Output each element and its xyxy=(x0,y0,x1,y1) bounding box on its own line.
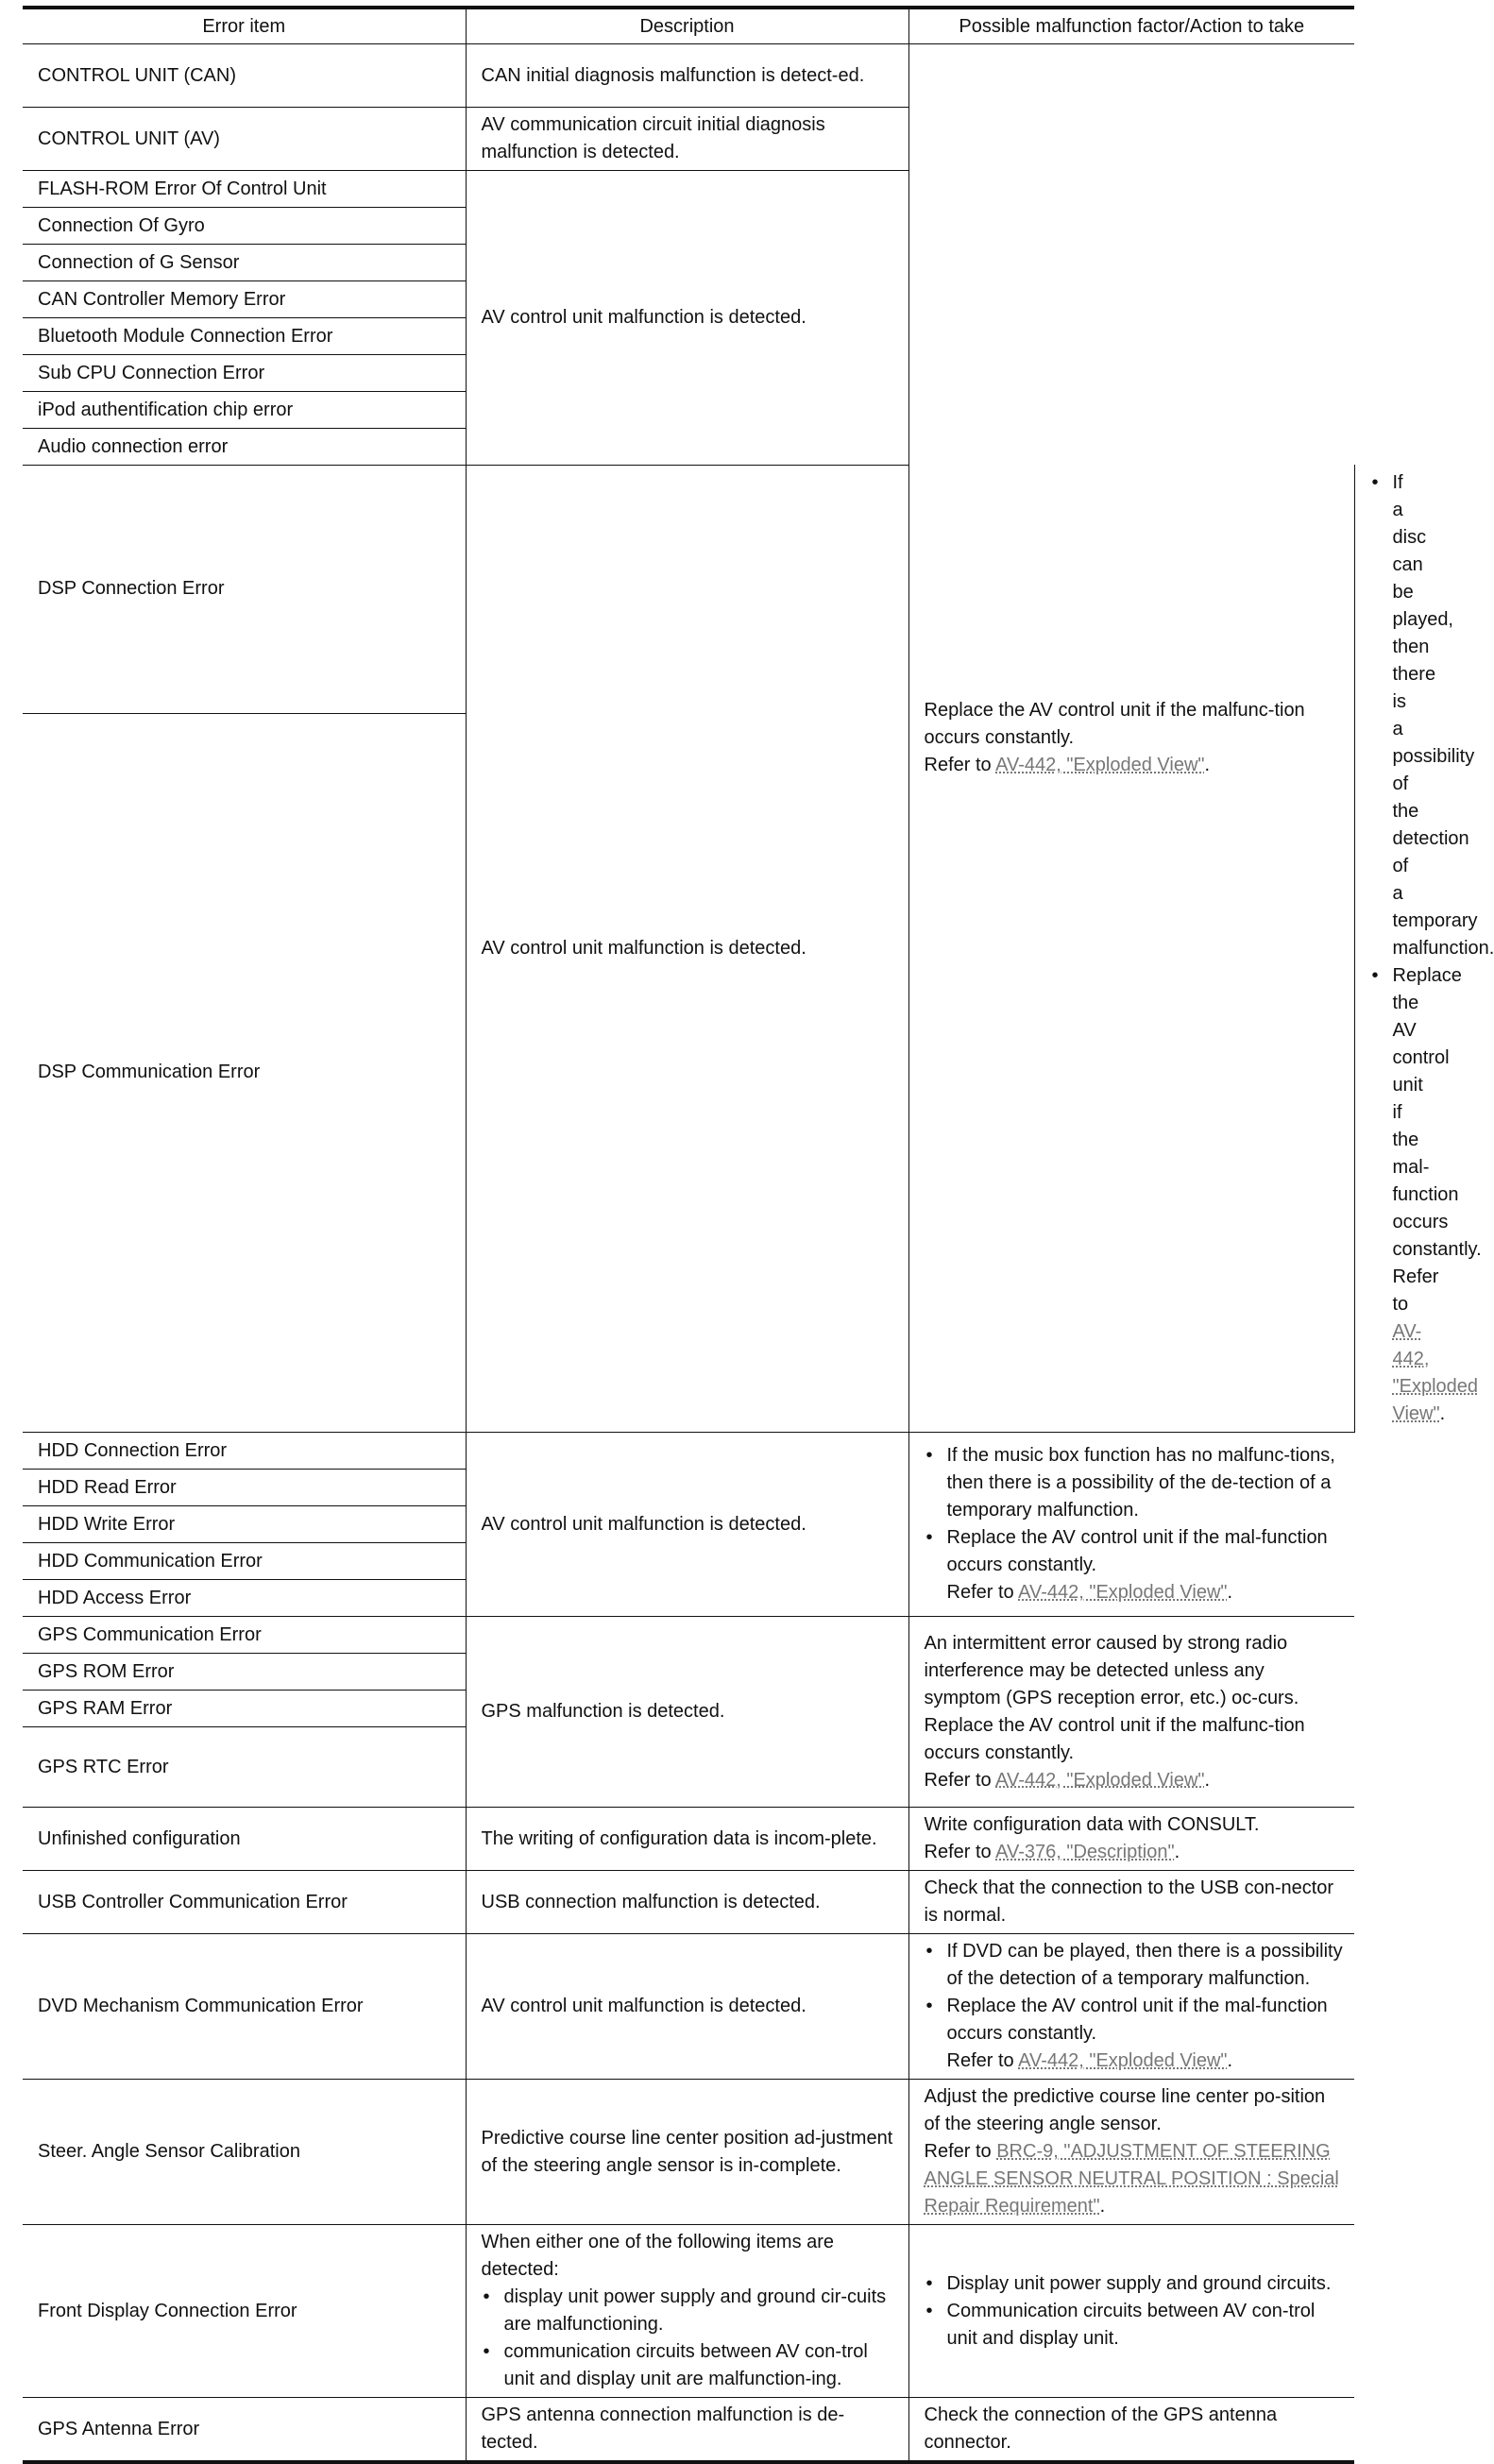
action-cell: Check that the connection to the USB con-nector is normal. xyxy=(908,1871,1354,1934)
header-error-item: Error item xyxy=(23,8,466,44)
description: AV control unit malfunction is detected. xyxy=(466,466,908,1433)
description: AV communication circuit initial diagnosis malfunction is detected. xyxy=(466,108,908,171)
period: . xyxy=(1204,755,1211,775)
action-bullet xyxy=(925,1993,1346,2075)
refer-label: Refer to xyxy=(924,2141,992,2162)
refer-label: Refer to xyxy=(924,755,992,775)
period: . xyxy=(1099,2196,1106,2217)
table-row xyxy=(23,1433,1354,1470)
error-item: HDD Connection Error xyxy=(23,1433,466,1470)
table-row xyxy=(23,44,1354,108)
error-item: Unfinished configuration xyxy=(23,1808,466,1871)
refer-label: Refer to xyxy=(1392,1266,1439,1315)
error-item: GPS ROM Error xyxy=(23,1654,466,1691)
action-text: Write configuration data with CONSULT. xyxy=(924,1814,1260,1835)
table-row xyxy=(23,1871,1354,1934)
refer-label: Refer to xyxy=(924,1842,992,1862)
table-row xyxy=(23,2225,1354,2398)
error-item: Audio connection error xyxy=(23,429,466,466)
description: USB connection malfunction is detected. xyxy=(466,1871,908,1934)
action-bullet: • If the music box function has no malfunc-tions, then there is a possibility of the de-tection of a temporary malfunction. xyxy=(925,1442,1346,1524)
reference-link[interactable]: AV-442, "Exploded View" xyxy=(995,755,1205,775)
error-item: USB Controller Communication Error xyxy=(23,1871,466,1934)
refer-label: Refer to xyxy=(946,1582,1014,1603)
error-item: GPS Communication Error xyxy=(23,1617,466,1654)
action-cell: Check the connection of the GPS antenna connector. xyxy=(908,2398,1354,2463)
action-bullet: • If DVD can be played, then there is a possibility of the detection of a temporary malfunction. xyxy=(925,1938,1346,1993)
action-bullet xyxy=(925,1524,1346,1606)
error-item: HDD Access Error xyxy=(23,1580,466,1617)
error-item: FLASH-ROM Error Of Control Unit xyxy=(23,171,466,208)
action-cell xyxy=(908,1617,1354,1808)
action-bullet: • Display unit power supply and ground circuits. xyxy=(925,2270,1346,2298)
action-cell xyxy=(908,2080,1354,2225)
action-bullet: • Communication circuits between AV con-trol unit and display unit. xyxy=(925,2298,1346,2353)
table-row xyxy=(23,1617,1354,1654)
error-item: HDD Communication Error xyxy=(23,1543,466,1580)
action-text: • Replace the AV control unit if the mal-function occurs constantly. xyxy=(946,1996,1328,2044)
description: When either one of the following items are detected: xyxy=(481,2232,835,2280)
description: AV control unit malfunction is detected. xyxy=(466,1934,908,2080)
error-item: DSP Connection Error xyxy=(23,466,466,714)
action-cell xyxy=(908,1808,1354,1871)
action-cell xyxy=(908,2225,1354,2398)
error-item: GPS RAM Error xyxy=(23,1691,466,1727)
description: GPS malfunction is detected. xyxy=(466,1617,908,1808)
error-item: GPS RTC Error xyxy=(23,1727,466,1808)
description: AV control unit malfunction is detected. xyxy=(466,1433,908,1617)
period: . xyxy=(1439,1403,1446,1424)
action-bullet: • If a disc can be played, then there is a possibility of the detection of a temporary malfunction. xyxy=(1370,469,1393,962)
description: GPS antenna connection malfunction is de-tected. xyxy=(466,2398,908,2463)
error-item: DVD Mechanism Communication Error xyxy=(23,1934,466,2080)
error-table xyxy=(23,6,1494,2464)
period: . xyxy=(1227,1582,1233,1603)
error-item: GPS Antenna Error xyxy=(23,2398,466,2463)
action-text: Replace the AV control unit if the malfunc-tion occurs constantly. xyxy=(924,1714,1305,1763)
action-cell xyxy=(908,1934,1354,2080)
error-item: DSP Communication Error xyxy=(23,713,466,1432)
description: The writing of configuration data is incom-plete. xyxy=(466,1808,908,1871)
reference-link[interactable]: AV-442, "Exploded View" xyxy=(995,1769,1205,1791)
header-row xyxy=(23,8,1354,44)
error-item: HDD Write Error xyxy=(23,1506,466,1543)
action-cell xyxy=(908,1433,1354,1617)
description-bullet: • display unit power supply and ground cir-cuits are malfunctioning. xyxy=(482,2284,899,2338)
error-item: Front Display Connection Error xyxy=(23,2225,466,2398)
period: . xyxy=(1227,2050,1233,2071)
refer-label: Refer to xyxy=(946,2050,1014,2071)
error-item: CONTROL UNIT (CAN) xyxy=(23,44,466,108)
action-text: Adjust the predictive course line center po-sition of the steering angle sensor. xyxy=(924,2086,1326,2134)
action-text: • Replace the AV control unit if the mal-function occurs constantly. xyxy=(946,1527,1328,1575)
description: Predictive course line center position ad-justment of the steering angle sensor is in-complete. xyxy=(466,2080,908,2225)
refer-label: Refer to xyxy=(924,1769,992,1791)
error-item: Steer. Angle Sensor Calibration xyxy=(23,2080,466,2225)
reference-link[interactable]: AV-442, "Exploded View" xyxy=(1018,1582,1228,1603)
description-cell xyxy=(466,2225,908,2398)
error-table-page xyxy=(23,6,1494,2464)
description: AV control unit malfunction is detected. xyxy=(466,171,908,466)
table-row xyxy=(23,1808,1354,1871)
action-text: An intermittent error caused by strong radio interference may be detected unless any symptom (GPS reception error, etc.) oc-curs. xyxy=(924,1632,1299,1708)
action-text: Replace the AV control unit if the malfunc-tion occurs constantly. xyxy=(924,700,1305,748)
description-bullet: • communication circuits between AV con-trol unit and display unit are malfunction-ing. xyxy=(482,2338,899,2393)
error-item: CAN Controller Memory Error xyxy=(23,281,466,318)
reference-link[interactable]: BRC-9, "ADJUSTMENT OF STEERING ANGLE SENSOR NEUTRAL POSITION : Special Repair Requirement" xyxy=(924,2141,1339,2217)
error-item: iPod authentification chip error xyxy=(23,392,466,429)
description: CAN initial diagnosis malfunction is detect-ed. xyxy=(466,44,908,108)
error-item: Connection Of Gyro xyxy=(23,208,466,245)
error-item: HDD Read Error xyxy=(23,1470,466,1506)
reference-link[interactable]: AV-442, "Exploded View" xyxy=(1392,1321,1478,1424)
header-description: Description xyxy=(466,8,908,44)
period: . xyxy=(1174,1842,1180,1862)
table-row xyxy=(23,1934,1354,2080)
reference-link[interactable]: AV-442, "Exploded View" xyxy=(1018,2050,1228,2071)
action-bullet: • Replace the AV control unit if the mal-function occurs constantly. Refer to AV-442, "Exploded View". xyxy=(1370,962,1393,1428)
period: . xyxy=(1204,1769,1211,1791)
error-item: Sub CPU Connection Error xyxy=(23,355,466,392)
table-row xyxy=(23,2398,1354,2463)
error-item: CONTROL UNIT (AV) xyxy=(23,108,466,171)
header-action: Possible malfunction factor/Action to take xyxy=(908,8,1354,44)
error-item: Connection of G Sensor xyxy=(23,245,466,281)
error-item: Bluetooth Module Connection Error xyxy=(23,318,466,355)
table-row xyxy=(23,2080,1354,2225)
action-cell xyxy=(908,44,1354,1433)
reference-link[interactable]: AV-376, "Description" xyxy=(995,1842,1175,1862)
